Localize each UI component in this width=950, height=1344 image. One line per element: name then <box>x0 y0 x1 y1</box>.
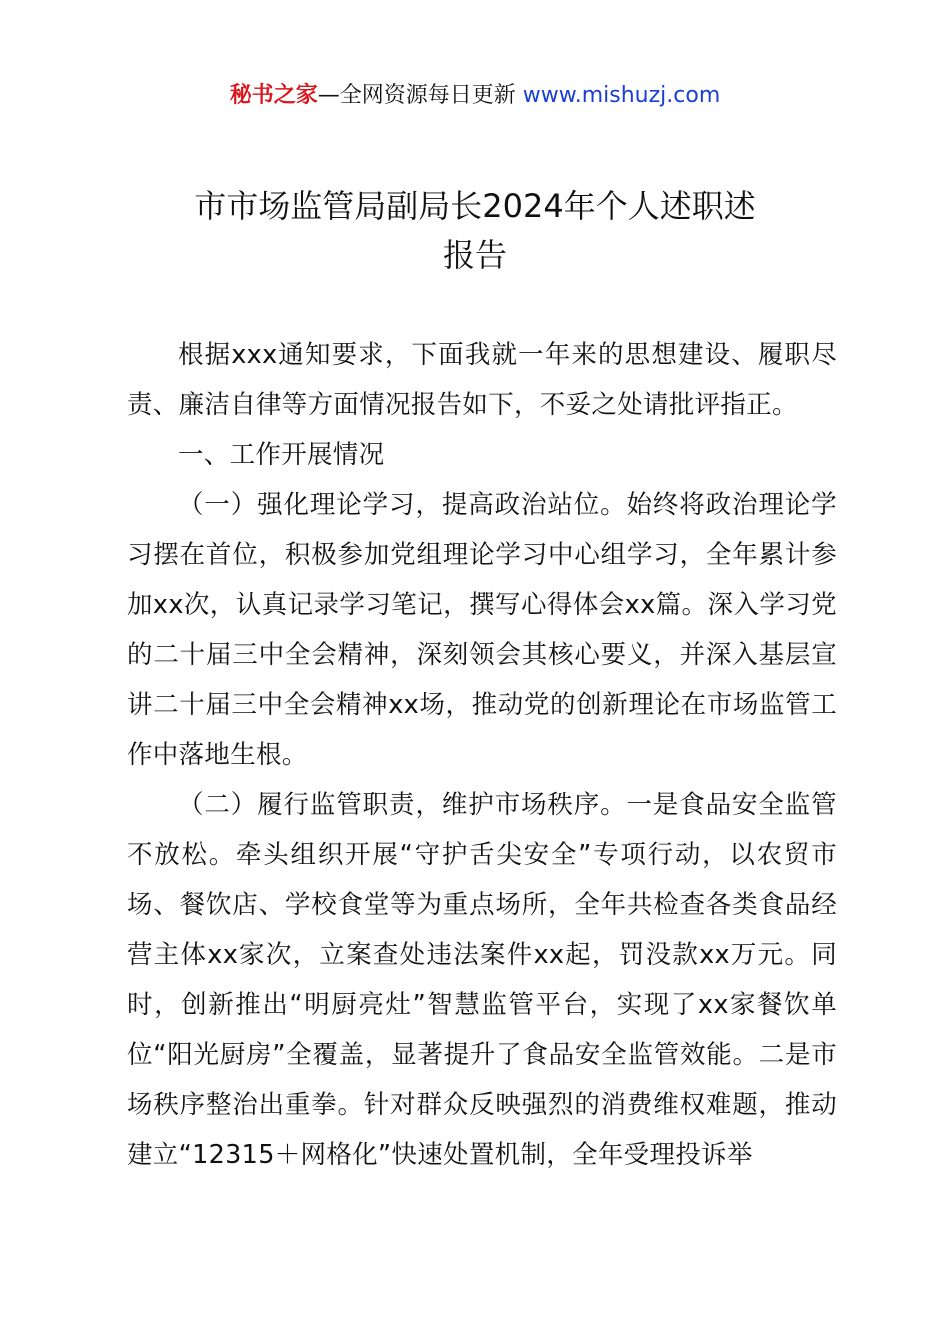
paragraph-theory-study: （一）强化理论学习，提高政治站位。始终将政治理论学习摆在首位，积极参加党组理论学习中心组学习，全年累计参加xx次，认真记录学习笔记，撰写心得体会xx篇。深入学习党的二十届三中全会精神，深刻领会其核心要义，并深入基层宣讲二十届三中全会精神xx场，推动党的创新理论在市场监管工作中落地生根。 <box>127 490 837 770</box>
document-body <box>127 330 837 1180</box>
document-title <box>0 182 950 280</box>
brand-name: 秘书之家 <box>229 83 318 108</box>
section-heading: 一、工作开展情况 <box>178 440 385 470</box>
header-tagline: —全网资源每日更新 <box>317 83 523 108</box>
paragraph-market-supervision: （二）履行监管职责，维护市场秩序。一是食品安全监管不放松。牵头组织开展“守护舌尖安全”专项行动，以农贸市场、餐饮店、学校食堂等为重点场所，全年共检查各类食品经营主体xx家次，立案查处违法案件xx起，罚没款xx万元。同时，创新推出“明厨亮灶”智慧监管平台，实现了xx家餐饮单位“阳光厨房”全覆盖，显著提升了食品安全监管效能。二是市场秩序整治出重拳。针对群众反映强烈的消费维权难题，推动建立“12315＋网格化”快速处置机制，全年受理投诉举 <box>127 790 837 1170</box>
site-header <box>0 80 950 112</box>
title-line-2: 报告 <box>442 236 507 274</box>
title-line-1: 市市场监管局副局长2024年个人述职述 <box>194 187 756 225</box>
site-url[interactable]: www.mishuzj.com <box>522 83 721 108</box>
paragraph-intro: 根据xxx通知要求，下面我就一年来的思想建设、履职尽责、廉洁自律等方面情况报告如下，不妥之处请批评指正。 <box>127 340 837 420</box>
